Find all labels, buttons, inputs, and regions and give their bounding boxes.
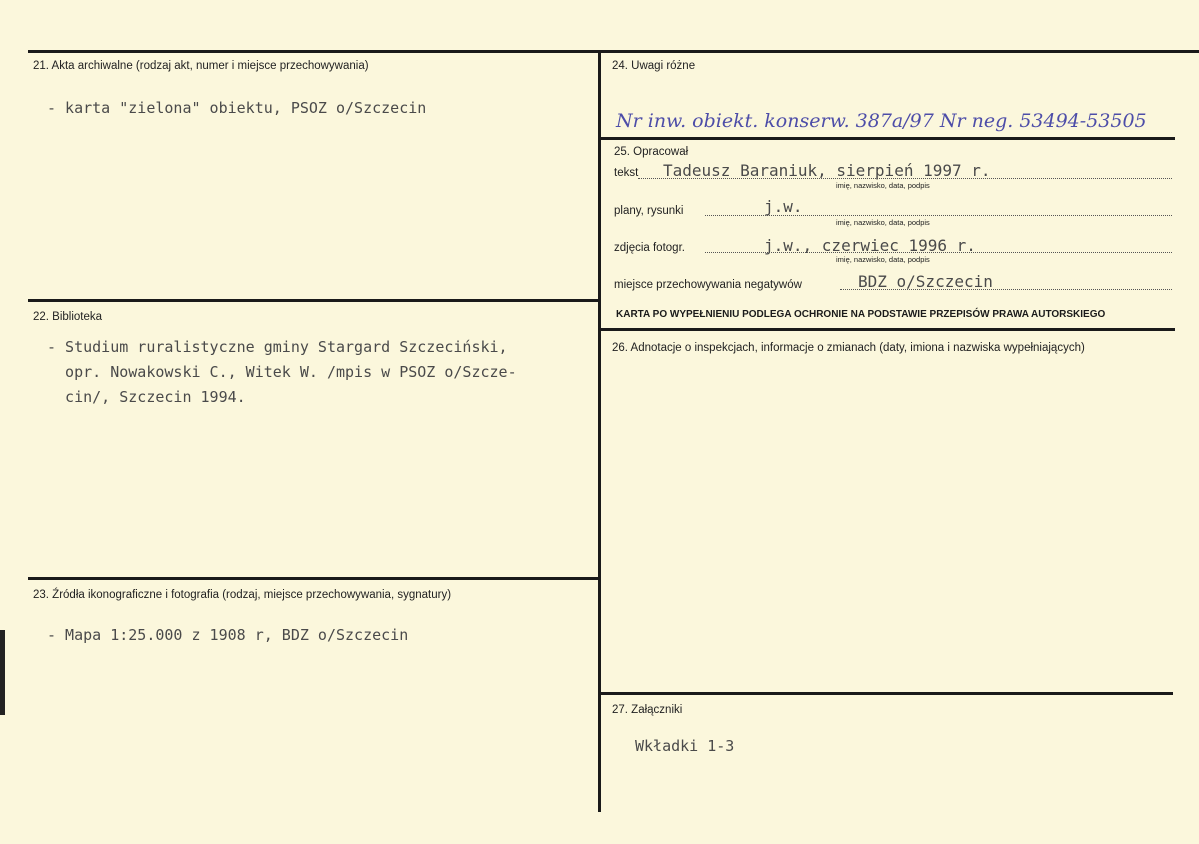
zdjecia-value: j.w., czerwiec 1996 r. [764, 236, 976, 255]
rule-22-23 [28, 577, 600, 580]
tekst-value: Tadeusz Baraniuk, sierpień 1997 r. [663, 161, 991, 180]
plany-value: j.w. [764, 197, 803, 216]
top-rule-left [28, 50, 600, 53]
tekst-label: tekst [614, 167, 639, 179]
section-24-title: 24. Uwagi różne [612, 60, 696, 72]
plany-label: plany, rysunki [614, 205, 684, 217]
section-22-line-1: - Studium ruralistyczne gminy Stargard Szczeciński, [47, 338, 508, 356]
rule-21-22 [28, 299, 600, 302]
rule-26-27 [600, 692, 1173, 695]
section-21-title: 21. Akta archiwalne (rodzaj akt, numer i miejsce przechowywania) [33, 60, 369, 72]
section-22-title: 22. Biblioteka [33, 311, 103, 323]
edge-bar [0, 630, 5, 715]
center-divider [598, 50, 601, 812]
section-27-entry: Wkładki 1-3 [635, 737, 735, 755]
section-25-title: 25. Opracował [614, 146, 689, 158]
top-rule-right [600, 50, 1199, 53]
section-24-handwriting: Nr inw. obiekt. konserw. 387a/97 Nr neg. 53494-53505 [616, 110, 1147, 132]
zdjecia-sublabel: imię, nazwisko, data, podpis [836, 255, 930, 264]
section-22-line-2: opr. Nowakowski C., Witek W. /mpis w PSOZ o/Szcze- [47, 363, 517, 381]
section-23-entry: - Mapa 1:25.000 z 1908 r, BDZ o/Szczecin [47, 626, 409, 644]
plany-sublabel: imię, nazwisko, data, podpis [836, 218, 930, 227]
section-22-line-3: cin/, Szczecin 1994. [47, 388, 246, 406]
negatywy-label: miejsce przechowywania negatywów [614, 279, 802, 291]
section-21-entry: - karta "zielona" obiektu, PSOZ o/Szczecin [47, 99, 427, 117]
copyright-warning: KARTA PO WYPEŁNIENIU PODLEGA OCHRONIE NA PODSTAWIE PRZEPISÓW PRAWA AUTORSKIEGO [616, 309, 1106, 320]
section-27-title: 27. Załączniki [612, 704, 683, 716]
zdjecia-label: zdjęcia fotogr. [614, 242, 685, 254]
rule-25-top [600, 137, 1175, 140]
tekst-sublabel: imię, nazwisko, data, podpis [836, 181, 930, 190]
negatywy-value: BDZ o/Szczecin [858, 272, 993, 291]
section-26-title: 26. Adnotacje o inspekcjach, informacje o zmianach (daty, imiona i nazwiska wypełniających) [612, 342, 1085, 354]
rule-25-26 [600, 328, 1175, 331]
section-23-title: 23. Źródła ikonograficzne i fotografia (rodzaj, miejsce przechowywania, sygnatury) [33, 589, 452, 601]
